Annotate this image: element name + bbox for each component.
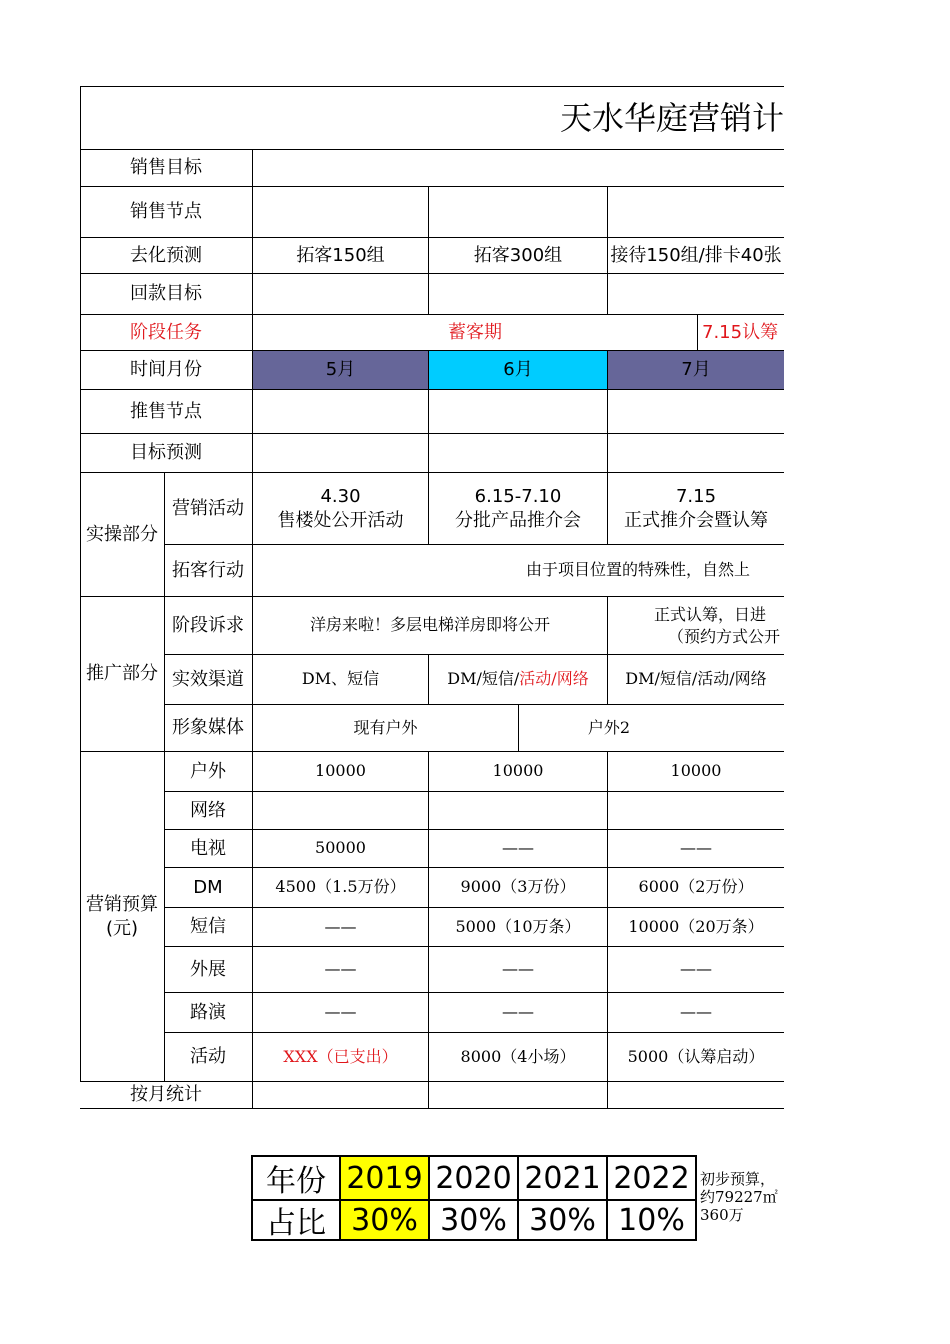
year-label: 年份 bbox=[266, 1164, 326, 1199]
expansion-text: 由于项目位置的特殊性，自然上 bbox=[526, 560, 751, 580]
section-operation: 实操部分 bbox=[86, 523, 158, 545]
label-month: 时间月份 bbox=[130, 359, 202, 381]
label-sms: 短信 bbox=[190, 916, 226, 938]
activity-may-desc: 售楼处公开活动 bbox=[277, 509, 404, 531]
label-dm: DM bbox=[193, 876, 223, 898]
label-image-media: 形象媒体 bbox=[172, 717, 244, 739]
label-stage-task: 阶段任务 bbox=[130, 321, 202, 343]
budget-label-line2: (元) bbox=[105, 917, 139, 939]
budget-dm-jun: 9000（3万份） bbox=[460, 877, 576, 897]
budget-outdoor-may: 10000 bbox=[315, 761, 366, 781]
media-existing-outdoor: 现有户外 bbox=[353, 717, 418, 737]
budget-exhibition-may: —— bbox=[324, 959, 357, 979]
label-stage-appeal: 阶段诉求 bbox=[172, 614, 244, 636]
budget-dm-may: 4500（1.5万份） bbox=[275, 877, 406, 897]
year-ratio-table bbox=[251, 1155, 697, 1241]
label-network: 网络 bbox=[190, 799, 226, 821]
appeal-jul bbox=[608, 597, 784, 654]
activity-jun-date: 6.15-7.10 bbox=[474, 486, 562, 508]
label-outdoor: 户外 bbox=[190, 760, 226, 782]
activity-jul bbox=[608, 473, 784, 544]
year-2021: 2021 bbox=[524, 1160, 601, 1196]
stage-task-accumulation: 蓄客期 bbox=[448, 321, 502, 343]
channel-jul: DM/短信/活动/网络 bbox=[625, 669, 767, 689]
activity-may-date: 4.30 bbox=[320, 486, 361, 508]
budget-roadshow-may: —— bbox=[324, 1002, 357, 1022]
note-line2: 约79227㎡ bbox=[700, 1188, 778, 1206]
label-payment-target: 回款目标 bbox=[130, 283, 202, 305]
month-may: 5月 bbox=[253, 351, 428, 389]
budget-roadshow-jul: —— bbox=[680, 1002, 712, 1022]
note-line1: 初步预算， bbox=[700, 1170, 776, 1188]
label-expansion-action: 拓客行动 bbox=[172, 559, 244, 581]
ratio-2019: 30% bbox=[341, 1201, 428, 1239]
year-2020: 2020 bbox=[435, 1160, 512, 1196]
label-tv: 电视 bbox=[190, 837, 226, 859]
media-outdoor-2: 户外2 bbox=[587, 717, 631, 737]
channel-may: DM、短信 bbox=[301, 669, 380, 689]
appeal-jul-line1: 正式认筹，日进 bbox=[654, 604, 767, 624]
label-sales-node: 销售节点 bbox=[130, 201, 202, 223]
depletion-jul: 接待150组/排卡40张 bbox=[610, 244, 782, 266]
channel-jun-highlight: 活动/网络 bbox=[519, 669, 589, 689]
page-title: 天水华庭营销计 bbox=[560, 99, 785, 138]
budget-activity-may: XXX（已支出） bbox=[283, 1046, 398, 1066]
budget-activity-jun: 8000（4小场） bbox=[460, 1046, 576, 1066]
depletion-jun: 拓客300组 bbox=[473, 244, 563, 266]
label-exhibition: 外展 bbox=[190, 958, 226, 980]
label-activity: 活动 bbox=[190, 1046, 226, 1068]
activity-jun bbox=[429, 473, 607, 544]
label-roadshow: 路演 bbox=[190, 1001, 226, 1023]
budget-dm-jul: 6000（2万份） bbox=[638, 877, 754, 897]
ratio-label: 占比 bbox=[266, 1206, 326, 1241]
budget-tv-jun: —— bbox=[502, 838, 534, 858]
channel-jun-base: DM/短信/ bbox=[447, 669, 520, 689]
note-line3: 360万 bbox=[700, 1206, 744, 1224]
budget-sms-jul: 10000（20万条） bbox=[628, 916, 764, 936]
budget-exhibition-jul: —— bbox=[680, 959, 712, 979]
budget-note bbox=[700, 1170, 784, 1224]
label-target-forecast: 目标预测 bbox=[130, 442, 202, 464]
label-promo-node: 推售节点 bbox=[130, 400, 202, 422]
budget-roadshow-jun: —— bbox=[502, 1002, 534, 1022]
label-effective-channel: 实效渠道 bbox=[172, 668, 244, 690]
activity-jul-date: 7.15 bbox=[675, 486, 717, 508]
budget-tv-may: 50000 bbox=[315, 838, 366, 858]
activity-may bbox=[253, 473, 428, 544]
section-budget bbox=[80, 752, 164, 1081]
ratio-2020: 30% bbox=[440, 1202, 507, 1238]
label-depletion-forecast: 去化预测 bbox=[130, 244, 202, 266]
label-sales-target: 销售目标 bbox=[130, 157, 202, 179]
month-jun: 6月 bbox=[429, 351, 607, 389]
year-2022: 2022 bbox=[613, 1160, 690, 1196]
depletion-may: 拓客150组 bbox=[296, 244, 385, 266]
label-monthly-total: 按月统计 bbox=[130, 1084, 202, 1106]
activity-jun-desc: 分批产品推介会 bbox=[455, 509, 581, 531]
channel-jun bbox=[429, 655, 607, 704]
stage-task-subscription: 7.15认筹 bbox=[702, 321, 779, 343]
budget-tv-jul: —— bbox=[680, 838, 712, 858]
budget-label-line1: 营销预算 bbox=[86, 894, 158, 916]
budget-sms-jun: 5000（10万条） bbox=[455, 916, 581, 936]
label-marketing-activity: 营销活动 bbox=[172, 497, 244, 519]
section-promotion: 推广部分 bbox=[86, 663, 158, 685]
ratio-2021: 30% bbox=[529, 1202, 596, 1238]
appeal-jul-line2: （预约方式公开 bbox=[668, 626, 781, 646]
ratio-2022: 10% bbox=[618, 1202, 685, 1238]
appeal-may-jun: 洋房来啦！多层电梯洋房即将公开 bbox=[309, 615, 550, 635]
budget-outdoor-jun: 10000 bbox=[492, 761, 544, 781]
budget-exhibition-jun: —— bbox=[502, 959, 534, 979]
budget-activity-jul: 5000（认筹启动） bbox=[627, 1046, 765, 1066]
activity-jul-desc: 正式推介会暨认筹 bbox=[624, 509, 768, 531]
year-2019: 2019 bbox=[341, 1157, 428, 1199]
budget-outdoor-jul: 10000 bbox=[670, 761, 722, 781]
month-jul: 7月 bbox=[608, 351, 784, 389]
budget-sms-may: —— bbox=[324, 916, 357, 936]
